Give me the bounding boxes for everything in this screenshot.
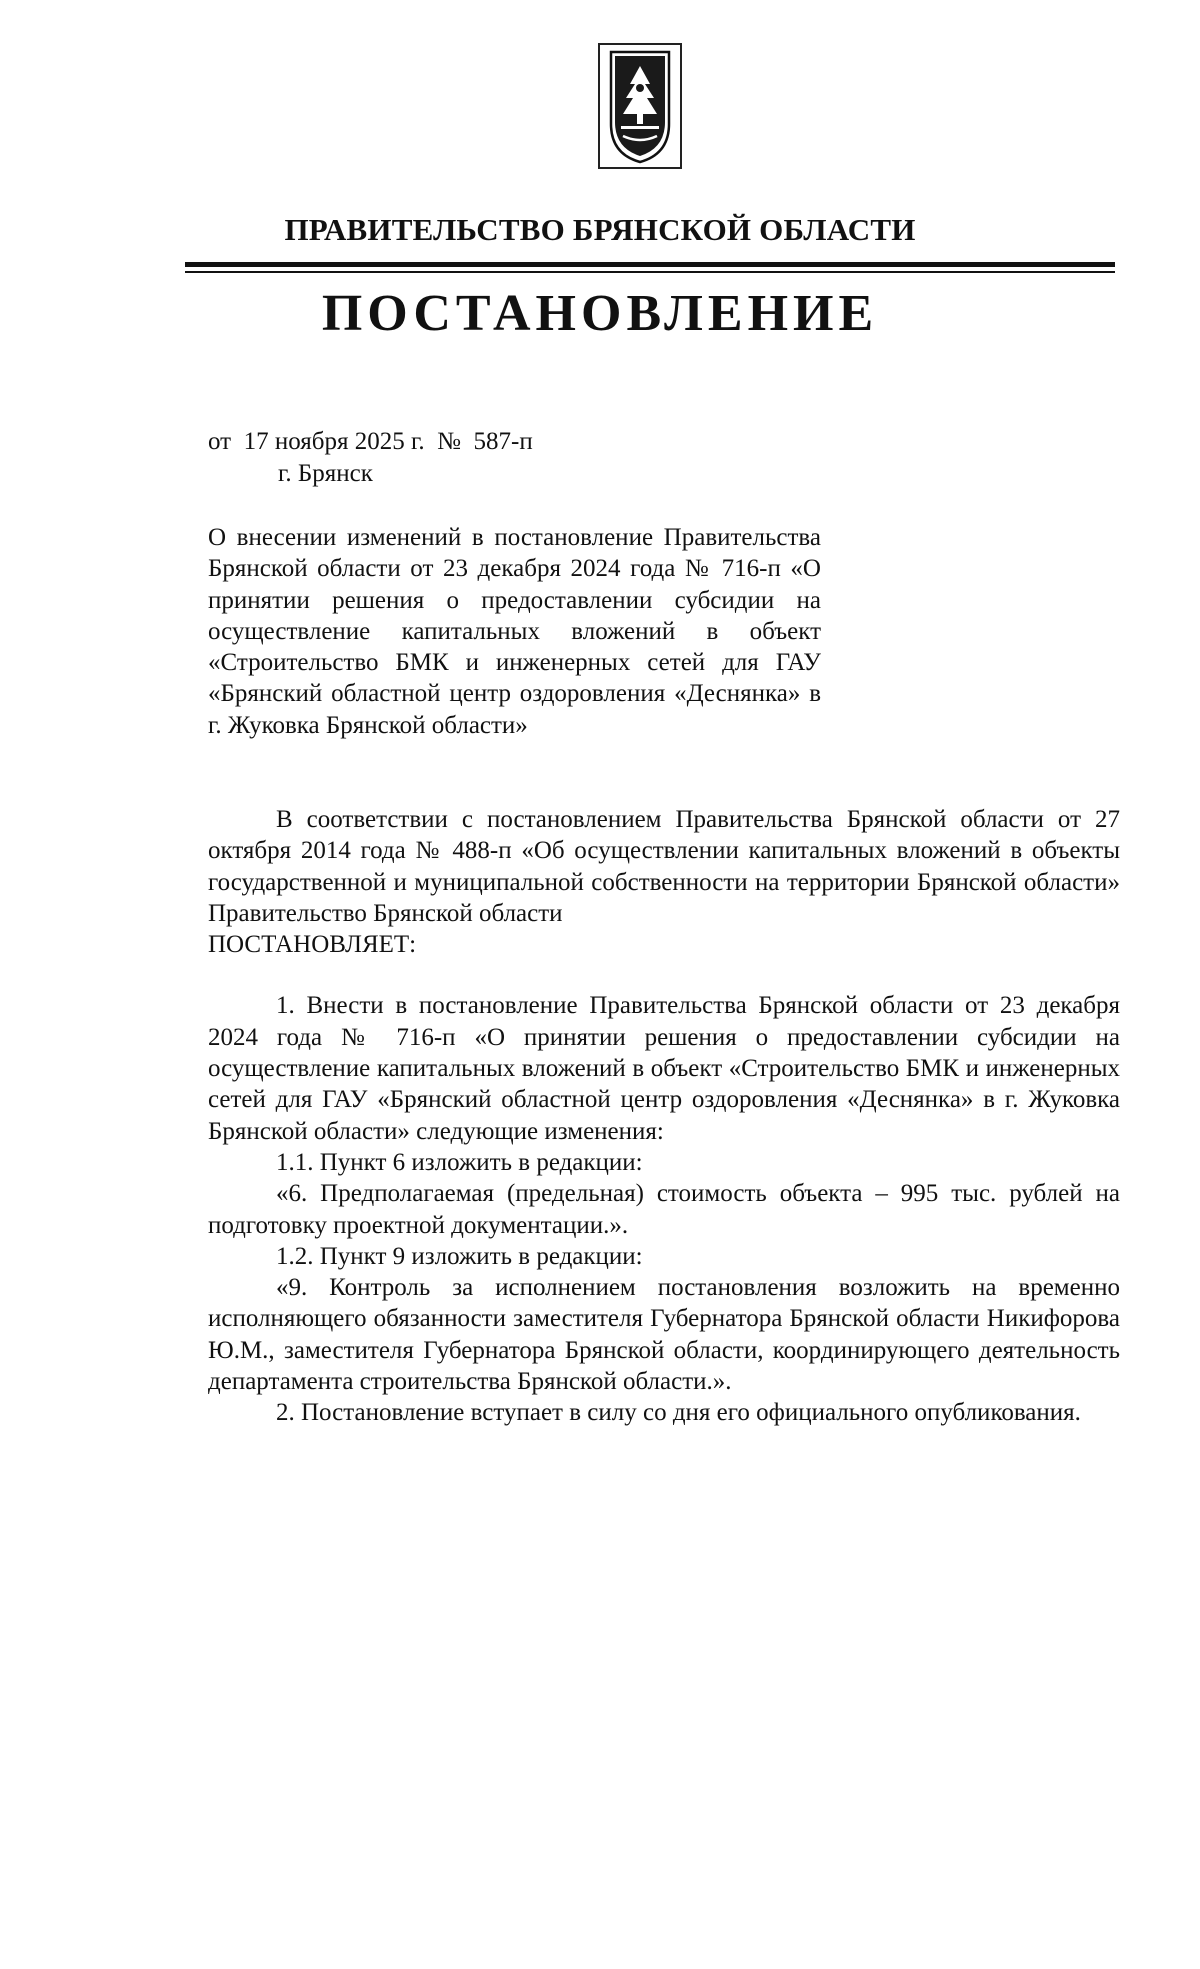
item-1-1: 1.1. Пункт 6 изложить в редакции: — [276, 1148, 643, 1176]
item-1: 1. Внести в постановление Правительства Брянской области от 23 декабря 2024 года № 716-п «О принятии решения о предоставлении субсидии на осуществление капитальных вложений в объект «Строительство БМК и инженерных сетей для ГАУ «Брянский областной центр оздоровления «Деснянка» в г. Жуковка Брянской области» следующие изменения: — [208, 992, 1120, 1145]
paragraph-gap — [208, 960, 1120, 990]
item-1-1-text: «6. Предполагаемая (предельная) стоимость объекта – 995 тыс. рублей на подготовку проектной документации.». — [208, 1180, 1120, 1239]
preamble-paragraph: В соответствии с постановлением Правительства Брянской области от 27 октября 2014 года № 488-п «Об осуществлении капитальных вложений в объекты государственной и муниципальной собственности на территории Брянской области» Правительство Брянской области — [208, 806, 1120, 927]
item-1-2-text: «9. Контроль за исполнением постановления возложить на временно исполняющего обязанности заместителя Губернатора Брянской области Никифорова Ю.М., заместителя Губернатора Брянской области, координирующего деятельность департамента строительства Брянской области.». — [208, 1274, 1120, 1396]
header-rule-thick — [185, 262, 1115, 267]
document-type-title: ПОСТАНОВЛЕНИЕ — [321, 285, 879, 342]
document-body — [208, 804, 1120, 1429]
bryansk-coat-of-arms-icon — [597, 42, 683, 170]
header-rule-thin — [185, 271, 1115, 273]
item-2: 2. Постановление вступает в силу со дня его официального опубликования. — [276, 1399, 1081, 1427]
item-1-2: 1.2. Пункт 9 изложить в редакции: — [276, 1242, 643, 1270]
government-name: ПРАВИТЕЛЬСТВО БРЯНСКОЙ ОБЛАСТИ — [284, 212, 916, 247]
document-city: г. Брянск — [278, 460, 373, 487]
document-subject: О внесении изменений в постановление Правительства Брянской области от 23 декабря 2024 года № 716-п «О принятии решения о предоставлении субсидии на осуществление капитальных вложений в объект «Строительство БМК и инженерных сетей для ГАУ «Брянский областной центр оздоровления «Деснянка» в г. Жуковка Брянской области» — [208, 524, 821, 739]
document-date-number: от 17 ноября 2025 г. № 587-п — [208, 428, 533, 455]
resolves-heading: ПОСТАНОВЛЯЕТ: — [208, 931, 417, 959]
